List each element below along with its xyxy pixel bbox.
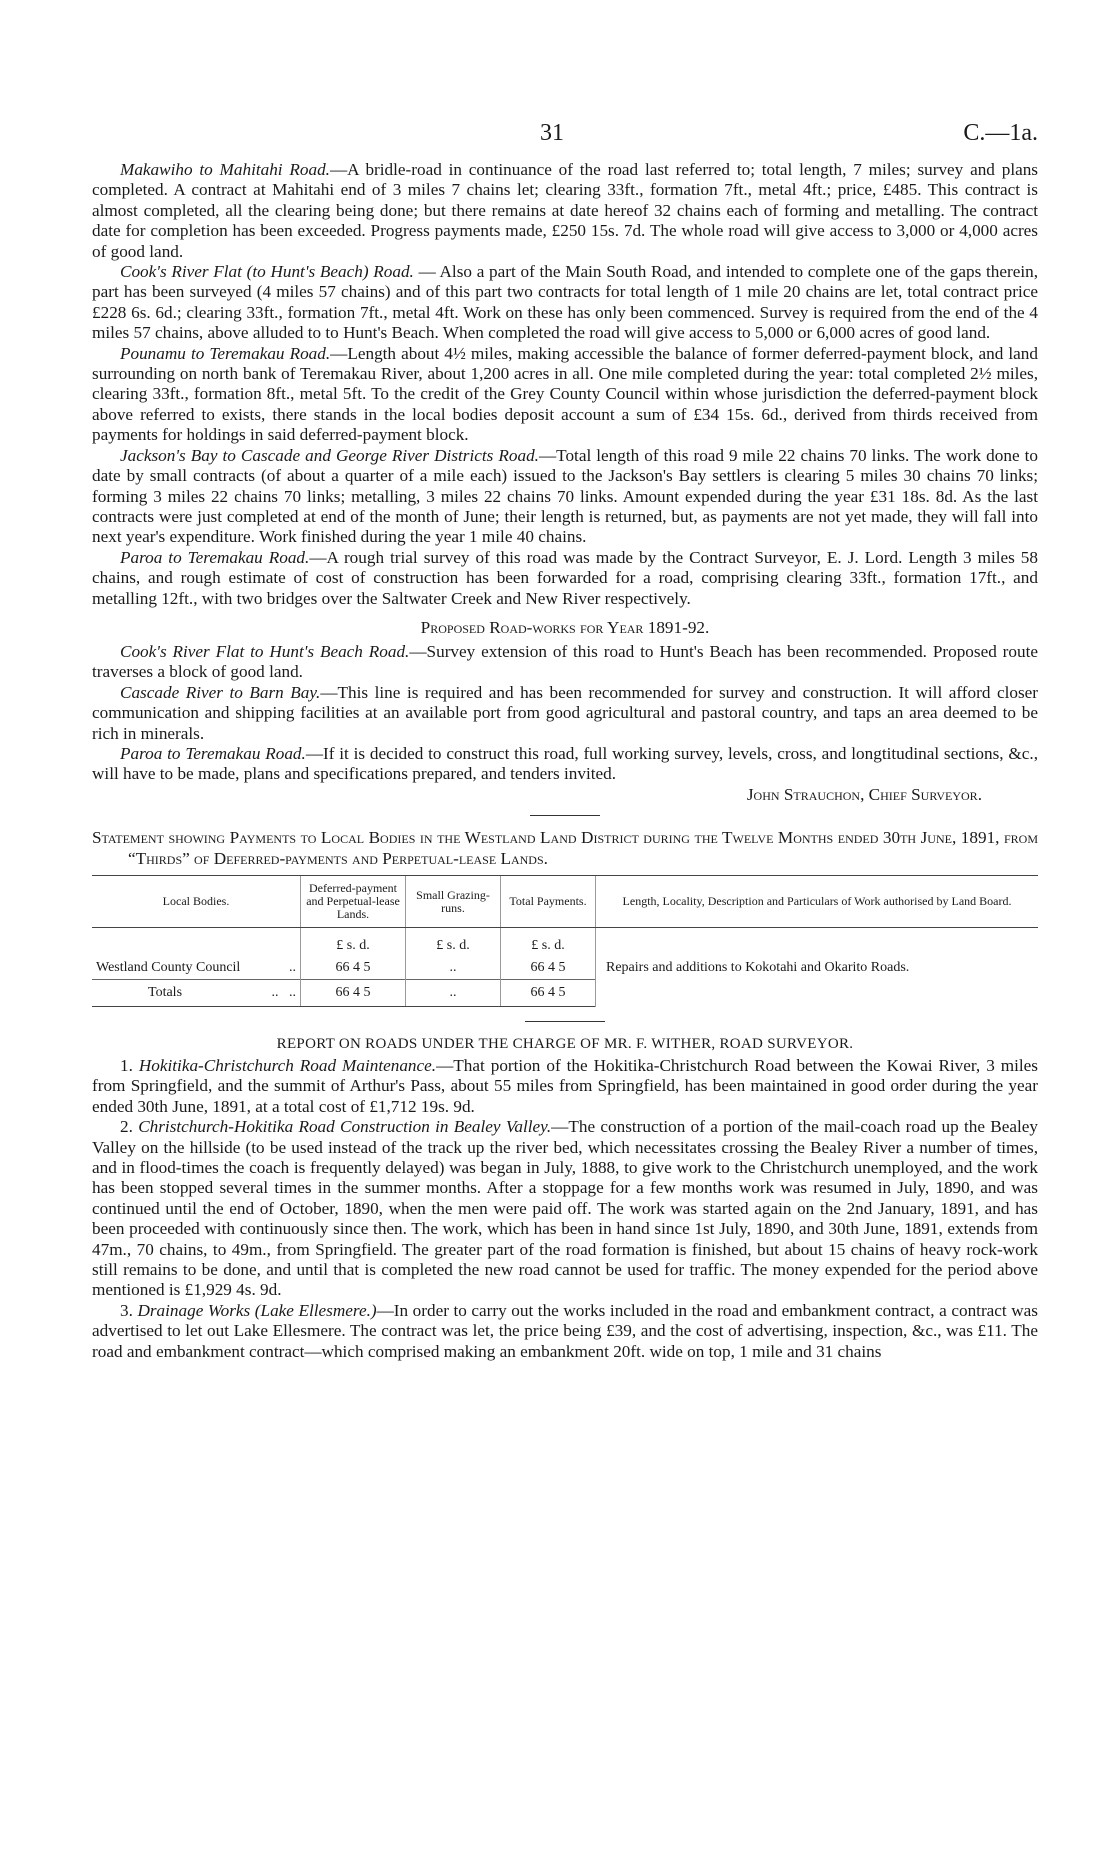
paragraph-title: Cascade River to Barn Bay. <box>120 682 321 702</box>
paragraph-cooks-river-road <box>92 262 1038 344</box>
proposed-paragraph-paroa <box>92 744 1038 785</box>
paragraph-text: —That portion of the Hokitika-Christchurch Road between the Kowai River, 3 miles from Springfield, and the summit of Arthur's Pass, about 55 miles from Springfield, has been maintained in good order during the year ended 30th June, 1891, at a total cost of £1,712 19s. 9d. <box>92 1056 1038 1116</box>
paragraph-jacksons-bay-road <box>92 446 1038 548</box>
paragraph-title: Cook's River Flat to Hunt's Beach Road. <box>120 641 410 661</box>
page-number: 31 <box>540 120 564 146</box>
column-header-deferred-payment: Deferred-payment and Perpetual-lease Lands. <box>301 876 406 928</box>
table-row <box>92 957 1038 980</box>
units-row <box>92 928 1038 958</box>
paragraph-text: —Length about 4½ miles, making accessible the balance of former deferred-payment block, and land surrounding on north bank of Teremakau River, about 1,200 acres in all. One mile completed during the year: total completed 2½ miles, clearing 33ft., formation 8ft., metal 5ft. To the credit of the Grey County Council within whose jurisdiction the deferred-payment block above referred to exists, there stands in the local bodies deposit account a sum of £34 15s. 6d., derived from thirds received from payments for holdings in said deferred-payment block. <box>92 343 1038 445</box>
paragraph-title: Cook's River Flat (to Hunt's Beach) Road. <box>120 262 414 282</box>
paragraph-number: 3. <box>120 1300 133 1320</box>
units-cell: £ s. d. <box>406 928 501 958</box>
paragraph-title: Jackson's Bay to Cascade and George River Districts Road. <box>120 445 539 465</box>
paragraph-pounamu-road <box>92 344 1038 446</box>
table-header-row <box>92 876 1038 928</box>
small-grazing-cell: .. <box>406 957 501 980</box>
deferred-payment-cell: 66 4 5 <box>301 957 406 980</box>
payments-table <box>92 875 1038 1007</box>
paragraph-number: 2. <box>120 1117 133 1137</box>
report-heading: REPORT ON ROADS UNDER THE CHARGE OF MR. F. WITHER, ROAD SURVEYOR. <box>276 1036 854 1052</box>
paragraph-number: 1. <box>120 1056 133 1075</box>
paragraph-text: —This line is required and has been recommended for survey and construction. It will afford closer communication and shipping facilities at an available port from good agricultural and pastoral country, and taps an area deemed to be rich in minerals. <box>92 682 1038 743</box>
divider <box>525 1021 605 1022</box>
report-paragraph-2 <box>92 1117 1038 1301</box>
total-payments-cell: 66 4 5 <box>501 957 596 980</box>
document-page <box>92 120 1038 1362</box>
totals-label-cell <box>92 980 301 1007</box>
units-cell-empty <box>92 928 301 958</box>
units-cell: £ s. d. <box>301 928 406 958</box>
divider <box>530 815 600 816</box>
paragraph-text: —In order to carry out the works included in the road and embankment contract, a contract was advertised to let out Lake Ellesmere. The contract was let, the price being £39, and the cost of advertising, inspection, &c., was £11. The road and embankment contract—which comprised making an embankment 20ft. wide on top, 1 mile and 31 chains <box>92 1300 1038 1361</box>
paragraph-title: Christchurch-Hokitika Road Construction in Bealey Valley. <box>138 1117 552 1137</box>
paragraph-title: Paroa to Teremakau Road. <box>120 547 310 567</box>
paragraph-text: — Also a part of the Main South Road, and intended to complete one of the gaps therein, part has been surveyed (4 miles 57 chains) and of this part two contracts for total length of 1 mile 20 chains are let, total contract price £228 6s. 6d.; clearing 33ft., formation 7ft., metal 4ft. Work on these has only been commenced. Survey is required from the end of the 4 miles 57 chains, above alluded to to Hunt's Beach. When completed the road will give access to 5,000 or 6,000 acres of good land. <box>92 262 1039 343</box>
local-body-name: Westland County Council <box>96 960 241 975</box>
units-cell-empty <box>596 928 1039 958</box>
paragraph-title: Makawiho to Mahitahi Road. <box>120 160 330 179</box>
paragraph-text: —The construction of a portion of the mail-coach road up the Bealey Valley on the hillside (to be used instead of the track up the river bed, which necessitates crossing the Bealey River a number of times, and in flood-times the coach is frequently delayed) was began in July, 1888, to give work to the Christchurch unemployed, and the work has been stopped several times in the summer months. After a stoppage for a few months work was resumed in July, 1890, and was continued until the end of October, 1890, when the men were paid off. The work was started again on the 2nd January, 1891, and has been proceeded with continuously since then. The work, which has been in hand since 1st July, 1890, and 30th June, 1891, extends from 47m., 70 chains, to 49m., from Springfield. The greater part of the road formation is finished, but about 15 chains of heavy rock-work still remains to be done, and until that is completed the new road cannot be used for traffic. The money expended for the period above mentioned is £1,929 4s. 9d. <box>92 1117 1038 1300</box>
proposed-paragraph-cascade-river <box>92 683 1038 744</box>
column-header-local-bodies: Local Bodies. <box>92 876 301 928</box>
report-paragraph-1 <box>92 1056 1038 1117</box>
totals-total-cell: 66 4 5 <box>501 980 596 1007</box>
column-header-work-description: Length, Locality, Description and Particulars of Work authorised by Land Board. <box>596 876 1039 928</box>
totals-label: Totals <box>148 985 183 1000</box>
page-header <box>92 120 1038 160</box>
leader-dots: .. <box>289 960 296 975</box>
paragraph-text: —Survey extension of this road to Hunt's Beach has been recommended. Proposed route traverses a block of good land. <box>92 641 1038 682</box>
column-header-total-payments: Total Payments. <box>501 876 596 928</box>
paragraph-makawiho-road <box>92 160 1038 262</box>
units-cell: £ s. d. <box>501 928 596 958</box>
local-body-cell <box>92 957 301 980</box>
leader-dots: .. .. <box>271 985 296 1000</box>
paragraph-text: —A bridle-road in continuance of the road last referred to; total length, 7 miles; survey and plans completed. A contract at Mahitahi end of 3 miles 7 chains let; clearing 33ft., formation 7ft., metal 4ft.; price, £485. This contract is almost completed, all the clearing being done; but there remains at date hereof 32 chains each of forming and metalling. The contract date for completion has been exceeded. Progress payments made, £250 15s. 7d. The whole road will give access to 3,000 or 4,000 acres of good land. <box>92 160 1039 261</box>
report-paragraph-3 <box>92 1301 1038 1362</box>
paragraph-text: —Total length of this road 9 mile 22 chains 70 links. The work done to date by small contracts (of about a quarter of a mile each) issued to the Jackson's Bay settlers is clearing 5 miles 30 chains 70 links; forming 3 miles 22 chains 70 links; metalling, 3 miles 22 chains 70 links. Amount expended during the year £31 18s. 8d. As the last contracts were just completed at end of the month of June; their length is returned, but, as payments are not yet made, they will fall into next year's expenditure. Work finished during the year 1 mile 40 chains. <box>92 445 1038 547</box>
totals-grazing-cell: .. <box>406 980 501 1007</box>
work-description-cell: Repairs and additions to Kokotahi and Okarito Roads. <box>596 957 1039 1007</box>
paragraph-text: —If it is decided to construct this road, full working survey, levels, cross, and longtitudinal sections, &c., will have to be made, plans and specifications prepared, and tenders invited. <box>92 743 1039 784</box>
paragraph-title: Pounamu to Teremakau Road. <box>120 343 331 363</box>
column-header-small-grazing: Small Grazing-runs. <box>406 876 501 928</box>
signature: John Strauchon, Chief Surveyor. <box>746 784 982 804</box>
paragraph-title: Paroa to Teremakau Road. <box>120 743 306 763</box>
paragraph-title: Drainage Works (Lake Ellesmere.) <box>137 1300 377 1320</box>
paragraph-paroa-road <box>92 548 1038 609</box>
document-reference: C.—1a. <box>963 120 1038 146</box>
proposed-works-heading: Proposed Road-works for Year 1891-92. <box>420 617 710 637</box>
proposed-paragraph-cooks-river <box>92 642 1038 683</box>
statement-title: Statement showing Payments to Local Bodies in the Westland Land District during the Twelve Months ended 30th June, 1891, from “Thirds” of Deferred-payments and Perpetual-lease Lands. <box>92 828 1038 868</box>
paragraph-text: —A rough trial survey of this road was made by the Contract Surveyor, E. J. Lord. Length 3 miles 58 chains, and rough estimate of cost of construction has been forwarded for a road, comprising clearing 33ft., formation 17ft., and metalling 12ft., with two bridges over the Saltwater Creek and New River respectively. <box>92 547 1038 608</box>
paragraph-title: Hokitika-Christchurch Road Maintenance. <box>138 1056 437 1075</box>
totals-deferred-cell: 66 4 5 <box>301 980 406 1007</box>
